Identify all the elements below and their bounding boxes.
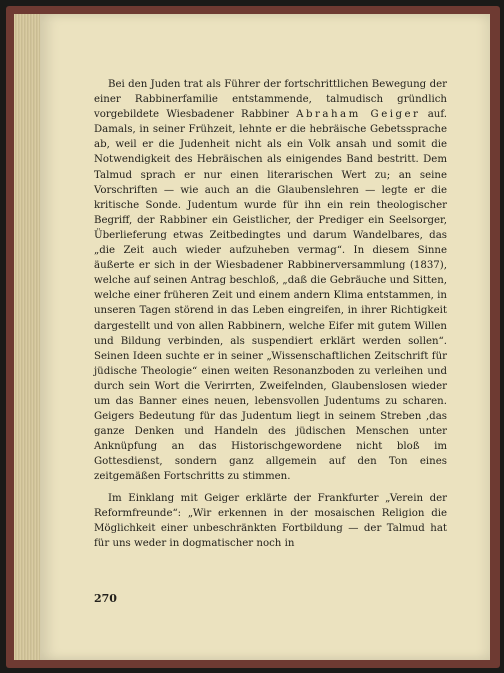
text-run: Im Einklang mit Geiger erklärte der Frankfurter „Verein der Reformfreunde“: „Wir erkennen in der mosaischen Religion die Möglichkeit einer unbeschränkten Fortbildung — der Talmud hat für uns weder in dogmatischer noch in (94, 492, 447, 549)
author-name: Abraham Geiger (296, 109, 421, 121)
page-number: 270 (94, 592, 117, 605)
text-run: auf. Damals, in seiner Frühzeit, lehnte er die hebräische Gebetssprache ab, weil er die Judenheit nicht als ein Volk ansah und somit die Notwendigkeit des Hebräischen als einigendes Band bestritt. Dem Talmud sprach er nur einen literarischen Wert zu; an seine Vorschriften — wie auch an die Glaubenslehren — legte er die kritische Sonde. Judentum wurde für ihn ein rein theologischer Begriff, der Rabbiner ein Geistlicher, der Prediger ein Seelsorger, Überlieferung etwas Zeitbedingtes und darum Wandelbares, das „die Zeit auch wieder aufzuheben vermag“. In diesem Sinne äußerte er sich in der Wiesbadener Rabbinerversammlung (1837), welche auf seinen Antrag beschloß, „daß die Gebräuche und Sitten, welche einer früheren Zeit und einem andern Klima entstammen, in unseren Tagen störend in das Leben eingreifen, in ihrer Richtigkeit dargestellt und von allen Rabbinern, welche Eifer mit gutem Willen und Bildung verbinden, als suspendiert erklärt werden sollen“. Seinen Ideen suchte er in seiner „Wissenschaftlichen Zeitschrift für jüdische Theologie“ einen weiten Resonanzboden zu verleihen und durch sein Wort die Verirrten, Zweifelnden, Glaubenslosen wieder um das Banner eines neuen, lebensvollen Judentums zu scharen. Geigers Bedeutung für das Judentum liegt in seinem Streben ‚das ganze Denken und Handeln des jüdischen Menschen unter Anknüpfung an das Historischgewordene nicht bloß im Gottesdienst, sondern ganz allgemein auf den Ton eines zeitgemäßen Fortschritts zu stimmen. (94, 109, 447, 483)
paragraph (94, 77, 447, 485)
paragraph (94, 491, 447, 551)
body-text (94, 77, 447, 551)
text-run: Bei den Juden trat als Führer der fortschrittlichen Bewegung der einer Rabbinerfamilie entstammende, talmudisch gründlich vorgebildete Wiesbadener Rabbiner (94, 79, 447, 121)
